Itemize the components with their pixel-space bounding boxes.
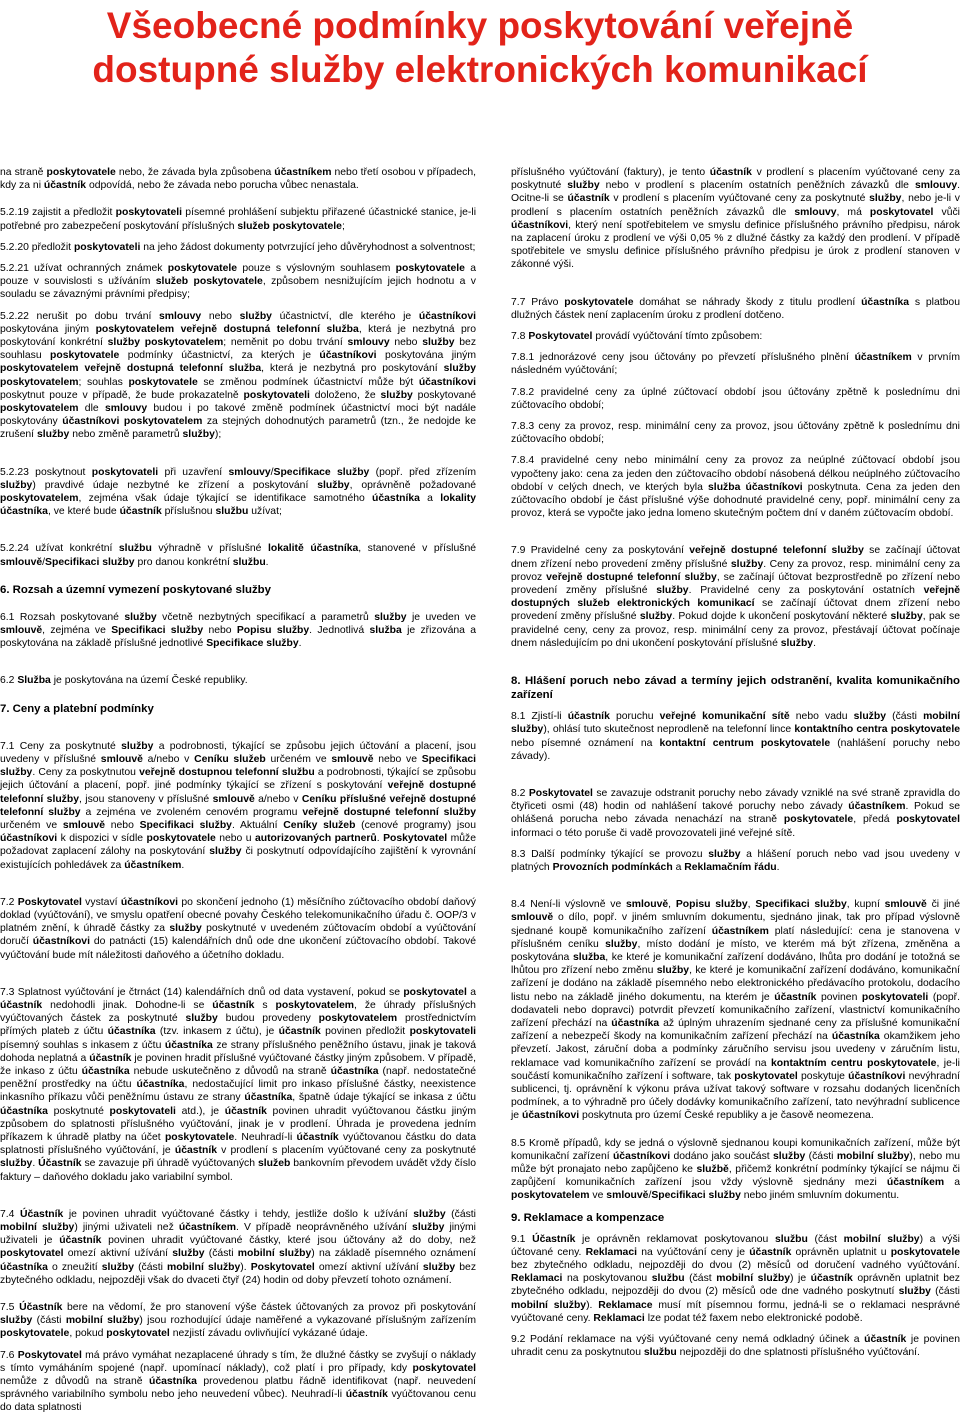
section-heading: 7. Ceny a platební podmínky <box>0 702 154 715</box>
paragraph: 6.1 Rozsah poskytované služby včetně nezbytných specifikací a parametrů služby je uveden ve smlouvě, zejména ve Specifikaci služby nebo Popisu služby. Jednotlivá služba je zřizována a poskytována na základě příslušné jednotlivé Specifikace služby. <box>0 611 477 650</box>
paragraph: 5.2.19 zajistit a předložit poskytovateli písemné prohlášení subjektu přiřazené účastnické stanice, je-li potřebné pro zabezpečení poskytování příslušných služeb poskytovatele; <box>0 207 477 232</box>
section-heading: 9. Reklamace a kompenzace <box>511 1211 665 1224</box>
title-line-2: dostupné služby elektronických komunikací <box>92 49 868 90</box>
right-column <box>511 166 960 1359</box>
paragraph: 7.4 Účastník je povinen uhradit vyúčtované částky i tehdy, jestliže došlo k užívání služby (části mobilní služby) jinými uživateli než účastníkem. V případě neoprávněného užívání služby jinými uživateli je účastník povinen uhradit vyúčtované částky, které jsou účtovány až do doby, než poskytovatel omezí aktivní užívání služby (části mobilní služby) na základě písemného oznámení účastníka o zneužití služby (části mobilní služby). Poskytovatel omezí aktivní užívání služby bez zbytečného odkladu, nejpozději však do dvaceti čtyř (24) hodin od doby převzetí tohoto oznámení. <box>0 1208 477 1286</box>
document-title <box>0 4 960 92</box>
paragraph: 7.7 Právo poskytovatele domáhat se náhrady škody z titulu prodlení účastníka s platbou dlužných částek není zaplacením úroku z prodlení dotčeno. <box>511 296 960 321</box>
section-heading: 8. Hlášení poruch nebo závad a termíny jejich odstranění, kvalita komunikačního zařízení <box>511 675 960 702</box>
paragraph: 7.6 Poskytovatel má právo vymáhat nezaplacené úhrady s tím, že dlužné částky se zvyšují o náklady s tímto vymáháním spojené (např. upomínací náklady), což platí i pro případy, kdy poskytovatel nemůže z důvodů na straně účastníka provedenou platbu řádně identifikovat (např. neuvedení správného variabilního symbolu nebo jeho neuvedení vůbec). Neuhradí-li účastník vyúčtovanou cenu do data splatnosti <box>0 1349 476 1414</box>
paragraph: 7.1 Ceny za poskytnuté služby a podrobnosti, týkající se způsobu jejich účtování a placení, jsou uvedeny v příslušné smlouvě a/nebo v Ceníku služeb určeném ve smlouvě nebo ve Specifikaci služby. Ceny za poskytnutou veřejně dostupnou telefonní službu a podrobnosti, týkající se způsobu jejich účtování a placení, popř. jiné podmínky týkající se zřízení s poskytování veřejně dostupné telefonní služby, jsou stanoveny v příslušné smlouvě a/nebo v Ceníku příslušné veřejně dostupné telefonní služby a zejména ve zvoleném cenovém programu veřejně dostupné telefonní služby určeném ve smlouvě nebo Specifikaci služby. Aktuální Ceníky služeb (cenové programy) jsou účastníkovi k dispozici v sídle poskytovatele nebo u autorizovaných partnerů. Poskytovatel může požadovat zaplacení zálohy na poskytování služby či poskytnutí odpovídajícího zajištění k vyrovnání existujících pohledávek za účastníkem. <box>0 740 477 871</box>
paragraph: 7.5 Účastník bere na vědomí, že pro stanovení výše částek účtovaných za provoz při poskytování služby (části mobilní služby) jsou rozhodující údaje naměřené a vykazované příslušným zařízením poskytovatele, pokud poskytovatel nezjistí závadu ovlivňující vykázané údaje. <box>0 1302 476 1340</box>
paragraph: 8.2 Poskytovatel se zavazuje odstranit poruchy nebo závady vzniklé na své straně zpravidla do čtyřiceti osmi (48) hodin od nahlášení takové poruchy nebo závady účastníkem. Pokud se ohlášená porucha nebo závada nenachází na straně poskytovatele, předá poskytovatel informaci o této poruše či vadě provozovateli jiné veřejné sítě. <box>511 787 960 839</box>
title-line-1: Všeobecné podmínky poskytování veřejně <box>106 5 854 46</box>
paragraph: 6.2 Služba je poskytována na území České republiky. <box>0 675 248 687</box>
paragraph: 7.8 Poskytovatel provádí vyúčtování tímto způsobem: <box>511 331 763 343</box>
paragraph: 7.2 Poskytovatel vystaví účastníkovi po skončení jednoho (1) měsíčního zúčtovacího období daňový doklad (vyúčtování), ve smyslu opatření obecné povahy Českého telekomunikačního úřadu č. OOP/3 v platném znění, k úhradě částky za služby poskytnuté v uvedeném zúčtovacím období a vyúčtování doručí účastníkovi do patnácti (15) kalendářních dnů ode dne ukončení zúčtovacího období. Takové vyúčtování bude mít náležitosti daňového a účetního dokladu. <box>0 896 477 961</box>
paragraph: 5.2.20 předložit poskytovateli na jeho žádost dokumenty potvrzující jeho důvěryhodnost a solventnost; <box>0 241 476 253</box>
paragraph: 8.5 Kromě případů, kdy se jedná o výslovně sjednanou koupi komunikačních zařízení, může být komunikační zařízení účastníkovi dodáno jako součást služby (části mobilní služby), nebo mu může být pronajato nebo zapůjčeno ke službě, přičemž konkrétní podmínky týkající se nájmu či zapůjčení komunikačních zařízení jsou vždy výslovně sjednány mezi účastníkem a poskytovatelem ve smlouvě/Specifikaci služby nebo jiném smluvním dokumentu. <box>511 1137 960 1202</box>
paragraph: 5.2.24 užívat konkrétní službu výhradně v příslušné lokalitě účastníka, stanovené v příslušné smlouvě/Specifikaci služby pro danou konkrétní službu. <box>0 543 477 568</box>
paragraph: 8.4 Není-li výslovně ve smlouvě, Popisu služby, Specifikaci služby, kupní smlouvě či jiné smlouvě o dílo, popř. v jiném smluvním dokumentu, sjednáno jinak, tak pro případ výslovně sjednané koupě komunikačního zařízení účastníkem platí následující: cena je stanovena v příslušném ceníku služby, místo dodání je místo, ve kterém má být zřízena, změněna a poskytována služba, ke které je komunikační zařízení dodáváno, lhůta pro dodání je totožná se lhůtou pro zřízení nebo změnu služby, ke které je komunikační zařízení dodáváno, komunikační zařízení je dodáno na základě písemného nebo elektronického předávacího protokolu, dodacího listu nebo na základě jiného dokumentu, na kterém je účastník povinen poskytovateli (popř. dodavateli nebo dopravci) potvrdit převzetí komunikačního zařízení, vlastnictví komunikačního zařízení přechází na účastníka až úplným uhrazením sjednané ceny za příslušné komunikační zařízení a nebezpečí škody na komunikačním zařízení přechází na účastníka okamžikem jeho převzetí. Jakost, záruční doba a podmínky záručního servisu jsou uvedeny v záručním listu, reklamace vad komunikačního zařízení se provádí na kontaktním centru poskytovatele, je-li součástí komunikačního zařízení i software, tak poskytovatel poskytuje účastníkovi nevýhradní sublicenci, tj. oprávnění k výkonu práva užívat takový software v rozsahu dodaných licenčních podmínek, a to výhradně pro účely dodávky komunikačního zařízení, tato nevýhradní sublicence je účastníkovi poskytnuta pro území České republiky a je časově neomezena. <box>511 899 960 1122</box>
paragraph: 8.3 Další podmínky týkající se provozu služby a hlášení poruch nebo vad jsou uvedeny v platných Provozních podmínkách a Reklamačním řádu. <box>511 848 960 873</box>
paragraph: 7.8.2 pravidelné ceny za úplné zúčtovací období jsou účtovány zpětně k poslednímu dni zúčtovacího období; <box>511 386 960 411</box>
paragraph: 7.9 Pravidelné ceny za poskytování veřejně dostupné telefonní služby se začínají účtovat dnem zřízení nebo provedení změny příslušné služby. Ceny za provoz, resp. minimální ceny za provoz veřejně dostupné telefonní služby, se začínají účtovat bezprostředně po zřízení nebo provedení změny příslušné služby. Pravidelné ceny za poskytování ostatních veřejně dostupných služeb elektronických komunikací se začínají účtovat dnem zřízení nebo provedení změny příslušné služby. Pokud dojde k ukončení poskytování některé služby, pak se pravidelné ceny, ceny za provoz, resp. minimální ceny za provoz, přestávají účtovat počínaje dnem následujícím po dni ukončení poskytování příslušné služby. <box>511 545 960 649</box>
paragraph: 9.2 Podání reklamace na výši vyúčtované ceny nemá odkladný účinek a účastník je povinen uhradit cenu za poskytnutou službu nejpozději do dne splatnosti příslušného vyúčtování. <box>511 1334 960 1359</box>
paragraph: 7.8.3 ceny za provoz, resp. minimální ceny za provoz, jsou účtovány zpětně k poslednímu dni zúčtovacího období; <box>511 421 960 446</box>
paragraph: příslušného vyúčtování (faktury), je tento účastník v prodlení s placením vyúčtované ceny za poskytnuté služby nebo v prodlení s placením ostatních peněžních závazků dle smlouvy. Ocitne-li se účastník v prodlení s placením vyúčtované ceny za poskytnuté služby, nebo je-li v prodlení s placením ostatních peněžních závazků dle smlouvy, má poskytovatel vůči účastníkovi, který není spotřebitelem ve smyslu definice příslušného právního předpisu, nárok na zaplacení úroku z prodlení ve výši 0,05 % z dlužné částky za každý den prodlení. V případě spotřebitele ve smyslu definice příslušného právního předpisu je úrok z prodlení stanoven v zákonné výši. <box>511 167 960 271</box>
paragraph: na straně poskytovatele nebo, že závada byla způsobena účastníkem nebo třetí osobou v případech, kdy za ni účastník odpovídá, nebo že závada nebo porucha vůbec nenastala. <box>0 167 476 192</box>
paragraph: 7.8.4 pravidelné ceny nebo minimální ceny za provoz za neúplné zúčtovací období jsou vypočteny jako: cena za jeden den zúčtovacího období násobená délkou neúplného zúčtovacího období v celých dnech, ve kterých byla služba účastníkovi poskytnuta. Cena za jeden den zúčtovacího období je část příslušné výše dohodnuté pravidelné ceny, popř. minimální ceny za provoz, která se vypočte jako jedna lomeno skutečným počtem dní v daném zúčtovacím období. <box>511 455 960 520</box>
left-column <box>0 166 476 1415</box>
paragraph: 5.2.23 poskytnout poskytovateli při uzavření smlouvy/Specifikace služby (popř. před zřízením služby) pravdivé údaje nezbytné ke zřízení a poskytování služby, oprávněně požadované poskytovatelem, zejména však údaje týkající se identifikace samotného účastníka a lokality účastníka, ve které bude účastník příslušnou službu užívat; <box>0 466 477 518</box>
paragraph: 7.3 Splatnost vyúčtování je čtrnáct (14) kalendářních dnů od data vystavení, pokud se poskytovatel a účastník nedohodli jinak. Dohodne-li se účastník s poskytovatelem, že úhrady příslušných vyúčtovaných částek za poskytnuté služby budou provedeny poskytovatelem prostřednictvím přímých plateb z účtu účastníka (tzv. inkasem z účtu), je účastník povinen předložit poskytovateli písemný souhlas s inkasem z účtu účastníka ze strany příslušného peněžního ústavu, jinak je taková dohoda neplatná a účastník je povinen hradit příslušné vyúčtované částky jiným způsobem. V případě, že inkaso z účtu účastníka nebude uskutečněno z důvodů na straně účastníka (např. nedostatečné peněžní prostředky na účtu účastníka, nedostačující limit pro inkaso příslušné částky, neexistence inkasního příkazu vůči peněžnímu ústavu ze strany účastníka, špatně údaje týkající se inkasa z účtu účastníka poskytnuté poskytovateli atd.), je účastník povinen uhradit vyúčtovanou částku jiným způsobem do splatnosti příslušného vyúčtování, jinak je v prodlení. Úhrada je provedena jedním příkazem k úhradě platby na účet poskytovatele. Neuhradí-li účastník vyúčtovanou částku do data splatnosti příslušného vyúčtování, je účastník v prodlení s placením vyúčtované ceny za poskytnuté služby. Účastník se zavazuje při úhradě vyúčtovaných služeb bankovním převodem uvádět vždy číslo faktury – daňového dokladu jako variabilní symbol. <box>0 986 477 1183</box>
section-heading: 6. Rozsah a územní vymezení poskytované služby <box>0 583 271 596</box>
paragraph: 5.2.21 užívat ochranných známek poskytovatele pouze s výslovným souhlasem poskytovatele a pouze v souvislosti s užíváním služeb poskytovatele, způsobem nesnižujícím jejich hodnotu a v souladu se závaznými právními předpisy; <box>0 263 477 301</box>
paragraph: 7.8.1 jednorázové ceny jsou účtovány po převzetí příslušného plnění účastníkem v prvním následném vyúčtování; <box>511 352 960 377</box>
paragraph: 5.2.22 nerušit po dobu trvání smlouvy nebo služby účastnictví, dle kterého je účastníkovi poskytována jiným poskytovatelem veřejně dostupná telefonní služba, která je nezbytná pro poskytování konkrétní služby poskytovatelem; neměnit po dobu trvání smlouvy nebo služby bez souhlasu poskytovatele podmínky účastnictví, za kterých je účastníkovi poskytována jiným poskytovatelem veřejně dostupná telefonní služba, která je nezbytná pro poskytování služby poskytovatelem; souhlas poskytovatele se změnou podmínek účastnictví může být účastníkovi poskytnut pouze v případě, že bude prokazatelně poskytovateli doloženo, že služby poskytované poskytovatelem dle smlouvy budou i po takové změně podmínek účastnictví moci být nadále poskytovány účastníkovi poskytovatelem za stejných dohodnutých parametrů (tzn., že nedojde ke zrušení služby nebo změně parametrů služby); <box>0 310 477 441</box>
paragraph: 8.1 Zjistí-li účastník poruchu veřejné komunikační sítě nebo vadu služby (části mobilní služby), ohlásí tuto skutečnost neprodleně na telefonní lince kontaktního centra poskytovatele nebo písemné oznámení na kontaktní centrum poskytovatele (nahlášení poruchy nebo závady). <box>511 711 960 762</box>
paragraph: 9.1 Účastník je oprávněn reklamovat poskytovanou službu (část mobilní služby) a výši účtované ceny. Reklamaci na vyúčtování ceny je účastník oprávněn uplatnit u poskytovatele bez zbytečného odkladu, nejpozději do dvou (2) měsíců od doručení vadného vyúčtování. Reklamaci na poskytovanou službu (část mobilní služby) je účastník oprávněn uplatnit bez zbytečného odkladu, nejpozději do dvou (2) měsíců ode dne vadného poskytnutí služby (části mobilní služby). Reklamace musí mít písemnou formu, jedná-li se o reklamaci nesprávné vyúčtované ceny. Reklamaci lze podat též faxem nebo elektronické podobě. <box>511 1233 960 1324</box>
